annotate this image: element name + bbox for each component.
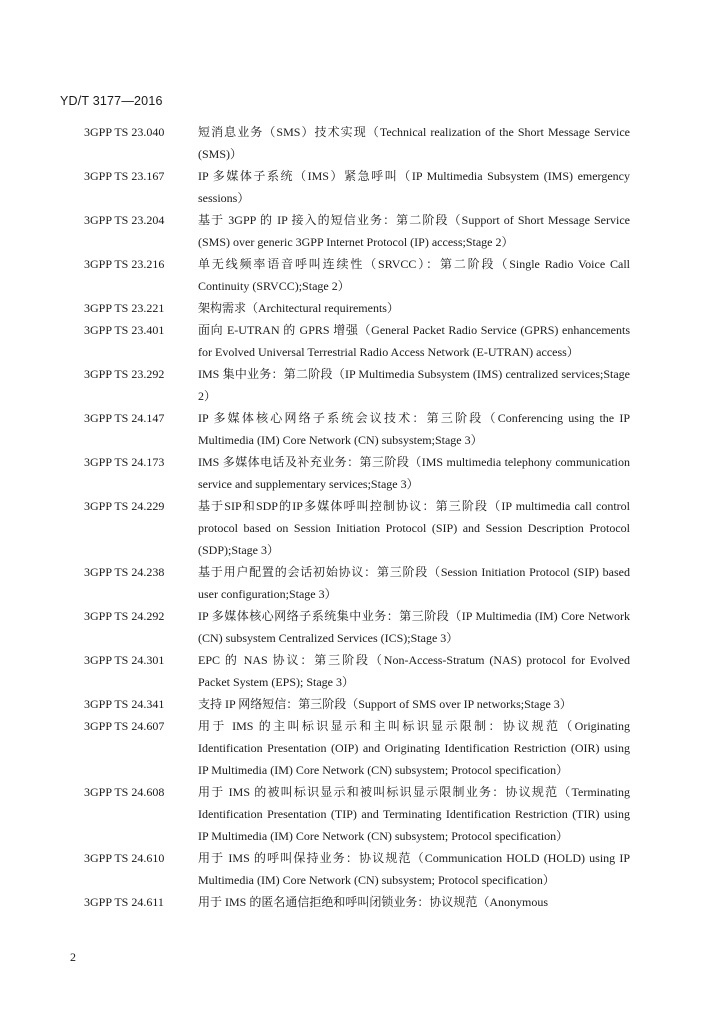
- reference-id: 3GPP TS 24.608: [84, 785, 165, 799]
- reference-title: EPC 的 NAS 协议：第三阶段（Non-Access-Stratum (NAS) protocol for Evolved Packet System (EPS); Stage 3）: [198, 653, 630, 689]
- reference-title: 用于 IMS 的被叫标识显示和被叫标识显示限制业务：协议规范（Terminating Identification Presentation (TIP) and Terminating Identification Restriction (TIR) using IP Multimedia (IM) Core Network (CN) subsystem; Protocol specification）: [198, 785, 630, 843]
- reference-id: 3GPP TS 24.238: [84, 565, 165, 579]
- reference-id: 3GPP TS 23.167: [84, 169, 165, 183]
- reference-id: 3GPP TS 24.301: [84, 653, 165, 667]
- reference-title: 面向 E-UTRAN 的 GPRS 增强（General Packet Radio Service (GPRS) enhancements for Evolved Universal Terrestrial Radio Access Network (E-UTRAN) access）: [198, 323, 630, 359]
- reference-entry: [84, 253, 630, 297]
- reference-title: 架构需求（Architectural requirements）: [198, 301, 399, 315]
- reference-title: 用于 IMS 的主叫标识显示和主叫标识显示限制：协议规范（Originating Identification Presentation (OIP) and Originating Identification Restriction (OIR) using IP Multimedia (IM) Core Network (CN) subsystem; Protocol specification）: [198, 719, 630, 777]
- reference-entry: [84, 407, 630, 451]
- reference-id: 3GPP TS 24.607: [84, 719, 165, 733]
- reference-entry: [84, 781, 630, 847]
- reference-title: IP 多媒体子系统（IMS）紧急呼叫（IP Multimedia Subsystem (IMS) emergency sessions）: [198, 169, 630, 205]
- reference-entry: [84, 561, 630, 605]
- reference-title: 基于 3GPP 的 IP 接入的短信业务：第二阶段（Support of Short Message Service (SMS) over generic 3GPP Internet Protocol (IP) access;Stage 2）: [198, 213, 630, 249]
- reference-entry: [84, 847, 630, 891]
- reference-entry: [84, 495, 630, 561]
- document-number: YD/T 3177—2016: [60, 94, 163, 108]
- reference-entry: [84, 451, 630, 495]
- reference-id: 3GPP TS 23.216: [84, 257, 165, 271]
- reference-id: 3GPP TS 24.229: [84, 499, 165, 513]
- reference-title: 支持 IP 网络短信：第三阶段（Support of SMS over IP networks;Stage 3）: [198, 697, 572, 711]
- reference-entry: [84, 209, 630, 253]
- reference-title: 短消息业务（SMS）技术实现（Technical realization of the Short Message Service (SMS)）: [198, 125, 630, 161]
- reference-title: 单无线频率语音呼叫连续性（SRVCC）：第二阶段（Single Radio Voice Call Continuity (SRVCC);Stage 2）: [198, 257, 630, 293]
- reference-id: 3GPP TS 24.610: [84, 851, 165, 865]
- reference-entry: [84, 363, 630, 407]
- reference-entry: [84, 165, 630, 209]
- reference-title: IP 多媒体核心网络子系统会议技术：第三阶段（Conferencing using the IP Multimedia (IM) Core Network (CN) subsystem;Stage 3）: [198, 411, 630, 447]
- reference-entry: [84, 121, 630, 165]
- reference-id: 3GPP TS 23.221: [84, 301, 165, 315]
- reference-entry: [84, 715, 630, 781]
- reference-id: 3GPP TS 23.040: [84, 125, 165, 139]
- reference-entry: [84, 649, 630, 693]
- reference-id: 3GPP TS 24.147: [84, 411, 165, 425]
- reference-id: 3GPP TS 23.292: [84, 367, 165, 381]
- reference-entry: [84, 891, 630, 913]
- reference-id: 3GPP TS 24.611: [84, 895, 164, 909]
- reference-entry: [84, 605, 630, 649]
- reference-entry: [84, 319, 630, 363]
- reference-title: IMS 多媒体电话及补充业务：第三阶段（IMS multimedia telephony communication service and supplementary services;Stage 3）: [198, 455, 630, 491]
- reference-id: 3GPP TS 23.204: [84, 213, 165, 227]
- reference-entry: [84, 297, 630, 319]
- reference-id: 3GPP TS 24.292: [84, 609, 165, 623]
- reference-list: [84, 121, 630, 913]
- reference-title: IMS 集中业务：第二阶段（IP Multimedia Subsystem (IMS) centralized services;Stage 2）: [198, 367, 630, 403]
- reference-id: 3GPP TS 23.401: [84, 323, 165, 337]
- reference-title: 用于 IMS 的呼叫保持业务：协议规范（Communication HOLD (HOLD) using IP Multimedia (IM) Core Network (CN) subsystem; Protocol specification）: [198, 851, 630, 887]
- reference-id: 3GPP TS 24.173: [84, 455, 165, 469]
- reference-title: 基于SIP和SDP的IP多媒体呼叫控制协议：第三阶段（IP multimedia call control protocol based on Session Initiation Protocol (SIP) and Session Description Protocol (SDP);Stage 3）: [198, 499, 630, 557]
- reference-entry: [84, 693, 630, 715]
- page-number: 2: [70, 950, 76, 964]
- reference-id: 3GPP TS 24.341: [84, 697, 165, 711]
- reference-title: 基于用户配置的会话初始协议：第三阶段（Session Initiation Protocol (SIP) based user configuration;Stage 3）: [198, 565, 630, 601]
- reference-title: 用于 IMS 的匿名通信拒绝和呼叫闭锁业务：协议规范（Anonymous: [198, 895, 549, 909]
- reference-title: IP 多媒体核心网络子系统集中业务：第三阶段（IP Multimedia (IM) Core Network (CN) subsystem Centralized Services (ICS);Stage 3）: [198, 609, 630, 645]
